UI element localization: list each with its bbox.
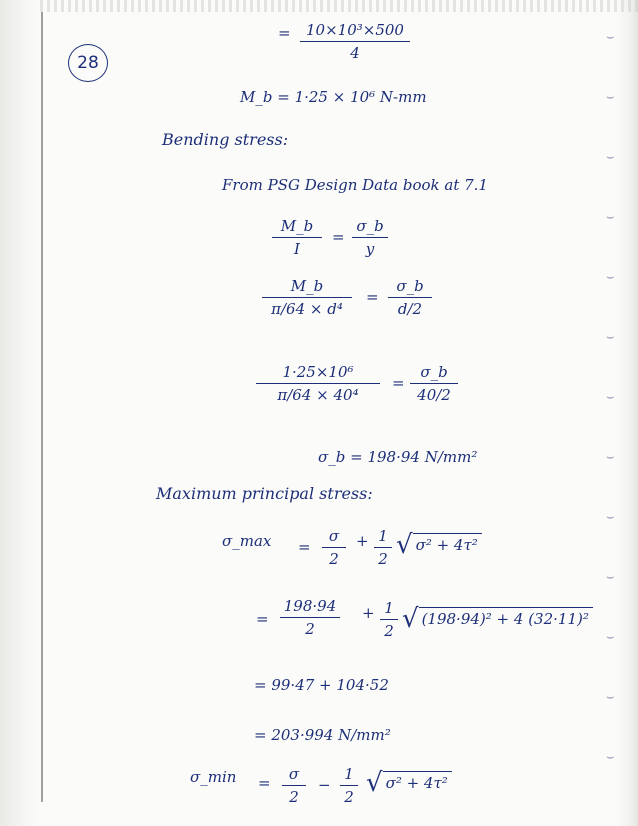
line1-fraction: [300, 20, 410, 63]
max1-term2-numerator: 1: [378, 527, 388, 545]
page-left-edge: [0, 0, 40, 826]
fraction-bar: [340, 785, 358, 786]
max2-plus: +: [362, 604, 375, 622]
max2-term1-denominator: 2: [305, 620, 315, 638]
max2-term2: [380, 598, 398, 641]
max-principal-stress-heading: Maximum principal stress:: [156, 484, 373, 503]
formula3-lhs: [256, 362, 380, 405]
page-number-badge: 28: [68, 44, 108, 82]
fraction-bar: [352, 237, 388, 238]
min1-equals: =: [258, 774, 271, 792]
min1-term1-denominator: 2: [289, 788, 299, 806]
fraction-bar: [262, 297, 352, 298]
max1-term1-numerator: σ: [328, 527, 340, 545]
formula3-rhs: [410, 362, 458, 405]
formula2-equals: =: [366, 288, 379, 306]
max1-term1-denominator: 2: [329, 550, 339, 568]
min1-term2-denominator: 2: [344, 788, 354, 806]
sigma-max-result: = 203·994 N/mm²: [254, 726, 391, 744]
formula2-rhs-denominator: d/2: [397, 300, 423, 318]
formula3-lhs-denominator: π/64 × 40⁴: [277, 386, 359, 404]
min1-sqrt: √ σ² + 4τ²: [366, 768, 452, 798]
formula3-rhs-numerator: σ_b: [420, 363, 448, 381]
fraction-bar: [388, 297, 432, 298]
line1-equals: =: [278, 24, 291, 42]
fraction-bar: [410, 383, 458, 384]
moment-result: M_b = 1·25 × 10⁶ N-mm: [240, 88, 427, 106]
margin-line: [41, 12, 43, 802]
formula1-lhs: [272, 216, 322, 259]
min1-term1-numerator: σ: [288, 765, 300, 783]
max2-term2-numerator: 1: [384, 599, 394, 617]
formula3-equals: =: [392, 374, 405, 392]
min1-radicand: σ² + 4τ²: [383, 771, 452, 792]
formula2-lhs: [262, 276, 352, 319]
formula1-rhs-numerator: σ_b: [356, 217, 384, 235]
sigma-max-label: σ_max: [222, 532, 272, 550]
max1-sqrt: √ σ² + 4τ²: [396, 530, 482, 560]
max2-radicand: (198·94)² + 4 (32·11)²: [419, 607, 593, 628]
max3-line: = 99·47 + 104·52: [254, 676, 389, 694]
min1-term1: [282, 764, 306, 807]
formula2-rhs-numerator: σ_b: [396, 277, 424, 295]
formula1-lhs-numerator: M_b: [280, 217, 314, 235]
fraction-bar: [374, 547, 392, 548]
fraction-bar: [322, 547, 346, 548]
fraction-bar: [272, 237, 322, 238]
line1-denominator: 4: [350, 44, 360, 62]
spiral-binding-marks: ⌣ ⌣ ⌣ ⌣ ⌣ ⌣ ⌣ ⌣ ⌣ ⌣ ⌣ ⌣ ⌣: [606, 30, 615, 765]
fraction-bar: [300, 41, 410, 42]
min1-term2: [340, 764, 358, 807]
sigma-min-label: σ_min: [190, 768, 237, 786]
formula2-rhs: [388, 276, 432, 319]
formula1-lhs-denominator: I: [294, 240, 300, 258]
fraction-bar: [380, 619, 398, 620]
max2-term2-denominator: 2: [384, 622, 394, 640]
max1-equals: =: [298, 538, 311, 556]
formula1-rhs-denominator: y: [365, 240, 375, 258]
max1-plus: +: [356, 532, 369, 550]
max2-sqrt: √ (198·94)² + 4 (32·11)²: [402, 604, 593, 634]
bending-stress-result: σ_b = 198·94 N/mm²: [318, 448, 478, 466]
min1-term2-numerator: 1: [344, 765, 354, 783]
max2-term1-numerator: 198·94: [283, 597, 337, 615]
formula3-rhs-denominator: 40/2: [417, 386, 451, 404]
formula2-lhs-denominator: π/64 × d⁴: [271, 300, 343, 318]
formula1-equals: =: [332, 228, 345, 246]
max1-term2: [374, 526, 392, 569]
fraction-bar: [256, 383, 380, 384]
max1-term1: [322, 526, 346, 569]
source-note: From PSG Design Data book at 7.1: [222, 176, 488, 194]
formula3-lhs-numerator: 1·25×10⁶: [282, 363, 354, 381]
max2-equals: =: [256, 610, 269, 628]
fraction-bar: [280, 617, 340, 618]
max1-radicand: σ² + 4τ²: [413, 533, 482, 554]
bending-stress-heading: Bending stress:: [162, 130, 289, 149]
top-edge-marks: [40, 0, 638, 12]
formula1-rhs: [352, 216, 388, 259]
formula2-lhs-numerator: M_b: [290, 277, 324, 295]
fraction-bar: [282, 785, 306, 786]
min1-minus: −: [318, 776, 331, 794]
max1-term2-denominator: 2: [378, 550, 388, 568]
line1-numerator: 10×10³×500: [306, 21, 404, 39]
max2-term1: [280, 596, 340, 639]
